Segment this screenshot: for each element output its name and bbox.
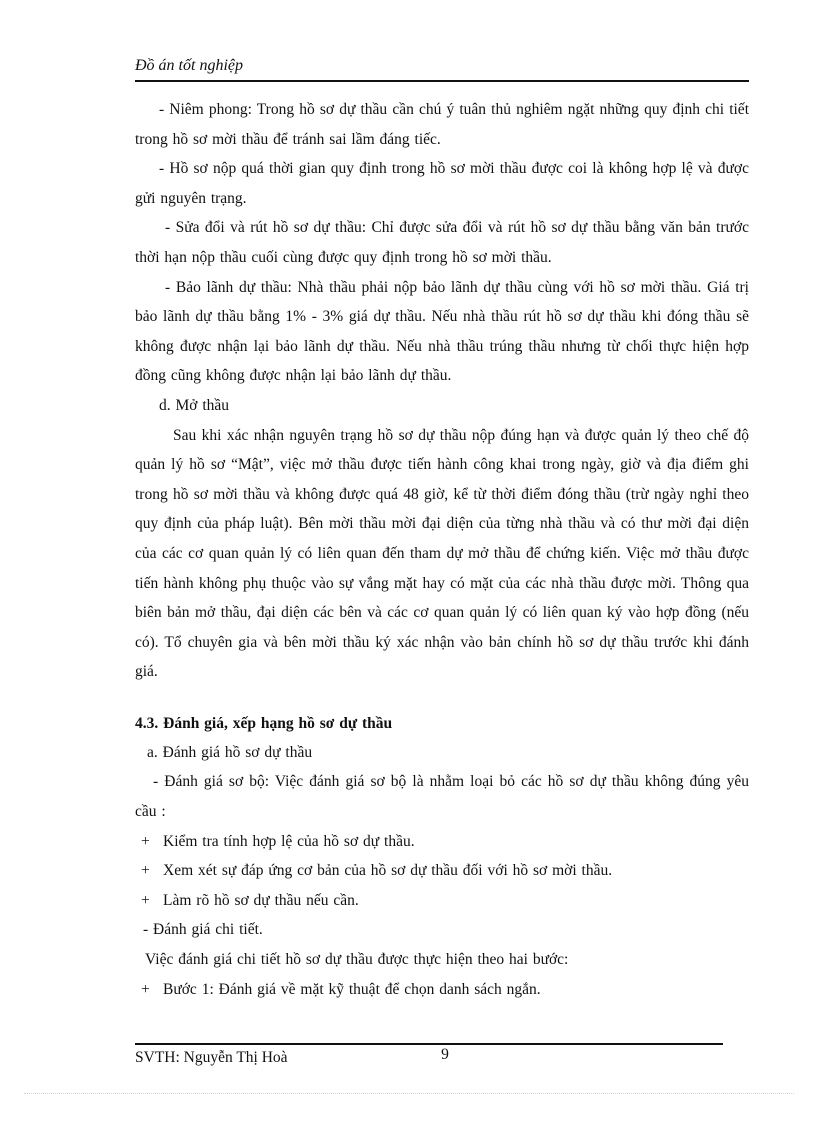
paragraph-late-submission: - Hồ sơ nộp quá thời gian quy định trong hồ sơ mời thầu được coi là không hợp lệ và được gửi nguyên trạng.	[135, 160, 749, 207]
detailed-evaluation: - Đánh giá chi tiết.	[143, 921, 263, 939]
bullet-step-1-text: Bước 1: Đánh giá về mặt kỹ thuật để chọn danh sách ngắn.	[163, 980, 541, 998]
bullet-validity	[135, 827, 749, 857]
bullet-step-1	[135, 975, 749, 1005]
plus-icon: +	[141, 862, 150, 880]
body-text	[135, 95, 749, 1004]
header-title: Đồ án tốt nghiệp	[135, 57, 243, 74]
bullet-responsiveness	[135, 856, 749, 886]
section-a-title: a. Đánh giá hồ sơ dự thầu	[147, 743, 313, 761]
bullet-responsiveness-text: Xem xét sự đáp ứng cơ bản của hồ sơ dự thầu đối với hồ sơ mời thầu.	[163, 862, 613, 880]
paragraph-seal: - Niêm phong: Trong hồ sơ dự thầu cần chú ý tuân thủ nghiêm ngặt những quy định chi tiết trong hồ sơ mời thầu để tránh sai lầm đáng tiếc.	[135, 101, 749, 148]
paragraph-bid-security: - Bảo lãnh dự thầu: Nhà thầu phải nộp bảo lãnh dự thầu cùng với hồ sơ mời thầu. Giá trị bảo lãnh dự thầu bằng 1% - 3% giá dự thầu. Nếu nhà thầu rút hồ sơ dự thầu khi đóng thầu sẽ không được nhận lại bảo lãnh dự thầu. Nếu nhà thầu trúng thầu nhưng từ chối thực hiện hợp đồng cũng không được nhận lại bảo lãnh dự thầu.	[135, 278, 749, 385]
paragraph-opening-title: d. Mở thầu	[159, 396, 230, 414]
plus-icon: +	[141, 832, 150, 850]
preliminary-evaluation: - Đánh giá sơ bộ: Việc đánh giá sơ bộ là nhằm loại bỏ các hồ sơ dự thầu không đúng yêu cầu :	[135, 773, 749, 821]
plus-icon: +	[141, 980, 150, 998]
footer-rule	[135, 1043, 723, 1045]
footer-author: SVTH: Nguyễn Thị Hoà	[135, 1049, 288, 1066]
section-gap	[135, 687, 749, 709]
plus-icon: +	[141, 891, 150, 909]
section-heading: 4.3. Đánh giá, xếp hạng hồ sơ dự thầu	[135, 714, 393, 732]
page-edge-dotted-line	[24, 1093, 794, 1094]
bullet-clarify-text: Làm rõ hồ sơ dự thầu nếu cần.	[163, 891, 359, 909]
header-rule	[135, 80, 749, 82]
page-number: 9	[441, 1046, 449, 1063]
paragraph-amend-withdraw: - Sửa đổi và rút hồ sơ dự thầu: Chỉ được sửa đổi và rút hồ sơ dự thầu bằng văn bản trước thời hạn nộp thầu cuối cùng được quy định trong hồ sơ mời thầu.	[135, 219, 749, 266]
paragraph-opening-body: Sau khi xác nhận nguyên trạng hồ sơ dự thầu nộp đúng hạn và được quản lý theo chế độ quản lý hồ sơ “Mật”, việc mở thầu được tiến hành công khai trong ngày, giờ và địa điểm ghi trong hồ sơ mời thầu và không được quá 48 giờ, kể từ thời điểm đóng thầu (trừ ngày nghỉ theo quy định của pháp luật). Bên mời thầu mời đại diện của từng nhà thầu và có thư mời đại diện của các cơ quan quản lý có liên quan đến tham dự mở thầu để chứng kiến. Việc mở thầu được tiến hành không phụ thuộc vào sự vắng mặt hay có mặt của các nhà thầu được mời. Thông qua biên bản mở thầu, đại diện các bên và các cơ quan quản lý có liên quan ký vào hợp đồng (nếu có). Tổ chuyên gia và bên mời thầu ký xác nhận vào bản chính hồ sơ dự thầu trước khi đánh giá.	[135, 426, 749, 681]
bullet-clarify	[135, 886, 749, 916]
two-steps-intro: Việc đánh giá chi tiết hồ sơ dự thầu được thực hiện theo hai bước:	[145, 951, 569, 969]
bullet-validity-text: Kiểm tra tính hợp lệ của hồ sơ dự thầu.	[163, 832, 415, 850]
